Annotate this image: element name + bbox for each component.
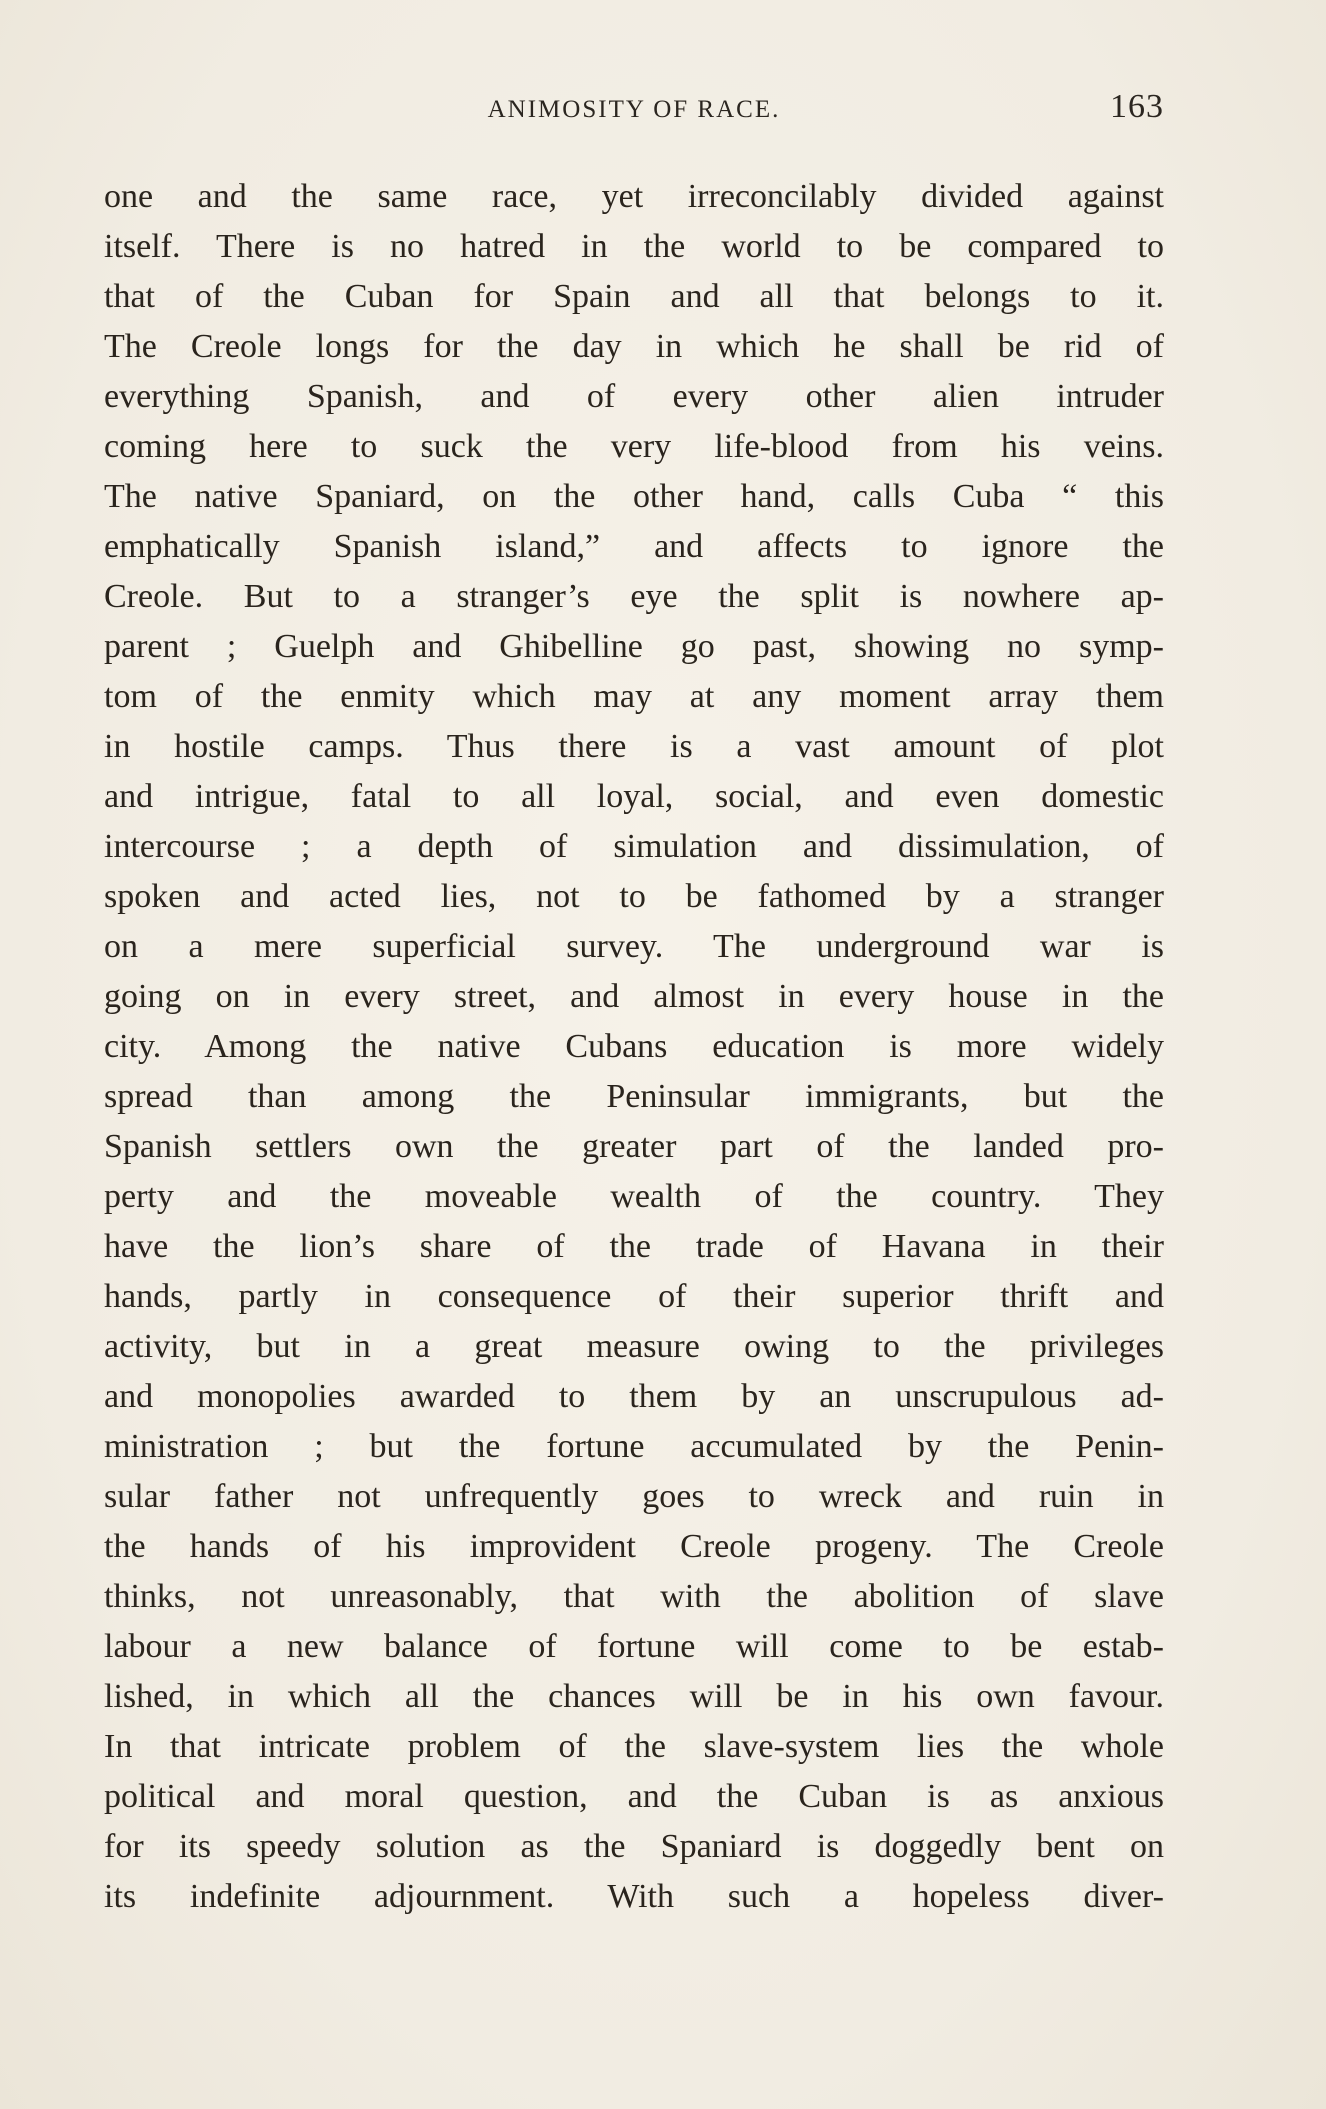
text-line: coming here to suck the very life-blood from his veins.: [104, 428, 1164, 465]
text-line: that of the Cuban for Spain and all that belongs to it.: [104, 278, 1164, 315]
text-line: The native Spaniard, on the other hand, calls Cuba “ this: [104, 478, 1164, 515]
text-line: going on in every street, and almost in every house in the: [104, 978, 1164, 1015]
text-line: spread than among the Peninsular immigrants, but the: [104, 1078, 1164, 1115]
text-line: and intrigue, fatal to all loyal, social, and even domestic: [104, 778, 1164, 815]
text-line: In that intricate problem of the slave-system lies the whole: [104, 1728, 1164, 1765]
text-line: for its speedy solution as the Spaniard is doggedly bent on: [104, 1828, 1164, 1865]
text-line: city. Among the native Cubans education is more widely: [104, 1028, 1164, 1065]
text-line: everything Spanish, and of every other alien intruder: [104, 378, 1164, 415]
body-text: [104, 172, 1164, 1922]
text-line: labour a new balance of fortune will come to be estab-: [104, 1628, 1164, 1665]
text-line: and monopolies awarded to them by an unscrupulous ad-: [104, 1378, 1164, 1415]
text-line: its indefinite adjournment. With such a hopeless diver-: [104, 1878, 1164, 1915]
text-line: in hostile camps. Thus there is a vast amount of plot: [104, 728, 1164, 765]
text-line: activity, but in a great measure owing to the privileges: [104, 1328, 1164, 1365]
text-line: one and the same race, yet irreconcilably divided against: [104, 178, 1164, 215]
text-line: Creole. But to a stranger’s eye the split is nowhere ap-: [104, 578, 1164, 615]
text-line: spoken and acted lies, not to be fathomed by a stranger: [104, 878, 1164, 915]
text-line: intercourse ; a depth of simulation and dissimulation, of: [104, 828, 1164, 865]
running-header: [104, 88, 1164, 134]
text-line: emphatically Spanish island,” and affects to ignore the: [104, 528, 1164, 565]
text-line: sular father not unfrequently goes to wreck and ruin in: [104, 1478, 1164, 1515]
text-line: thinks, not unreasonably, that with the abolition of slave: [104, 1578, 1164, 1615]
text-line: the hands of his improvident Creole progeny. The Creole: [104, 1528, 1164, 1565]
text-line: hands, partly in consequence of their superior thrift and: [104, 1278, 1164, 1315]
text-line: lished, in which all the chances will be in his own favour.: [104, 1678, 1164, 1715]
text-line: ministration ; but the fortune accumulated by the Penin-: [104, 1428, 1164, 1465]
text-line: political and moral question, and the Cuban is as anxious: [104, 1778, 1164, 1815]
text-line: The Creole longs for the day in which he shall be rid of: [104, 328, 1164, 365]
text-line: Spanish settlers own the greater part of the landed pro-: [104, 1128, 1164, 1165]
text-line: have the lion’s share of the trade of Havana in their: [104, 1228, 1164, 1265]
text-line: parent ; Guelph and Ghibelline go past, showing no symp-: [104, 628, 1164, 665]
text-line: itself. There is no hatred in the world to be compared to: [104, 228, 1164, 265]
text-line: tom of the enmity which may at any moment array them: [104, 678, 1164, 715]
running-title: ANIMOSITY OF RACE.: [487, 96, 781, 123]
text-line: on a mere superficial survey. The underground war is: [104, 928, 1164, 965]
text-line: perty and the moveable wealth of the country. They: [104, 1178, 1164, 1215]
page-number: 163: [1110, 88, 1164, 125]
